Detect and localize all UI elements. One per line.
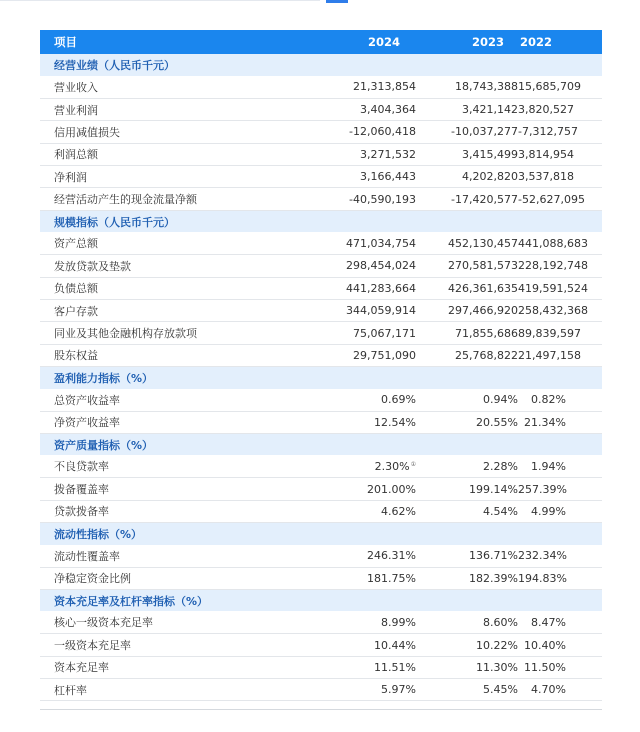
cell-value-2024 (275, 634, 420, 656)
cell-value-2022 (518, 411, 602, 433)
table-row (40, 188, 602, 210)
row-label: 营业收入 (40, 76, 275, 98)
value-text: -52,627,095 (518, 192, 585, 206)
cell-value-2024 (275, 656, 420, 678)
cell-value-2024 (275, 500, 420, 522)
table-row (40, 255, 602, 277)
section-header (40, 433, 602, 455)
table-body (40, 54, 602, 701)
value-text: 10.44% (374, 638, 416, 652)
cell-value-2024 (275, 411, 420, 433)
cell-value-2023 (420, 545, 518, 567)
value-text: 15,685,709 (518, 80, 581, 94)
section-title: 资本充足率及杠杆率指标（%） (54, 594, 209, 608)
table-row (40, 567, 602, 589)
table-row (40, 277, 602, 299)
cell-value-2022 (518, 611, 602, 633)
cell-value-2024 (275, 277, 420, 299)
value-text: 258,432,368 (518, 304, 588, 318)
table-row (40, 455, 602, 477)
footnote-marker: ① (410, 460, 416, 468)
table-bottom-rule (40, 709, 602, 710)
row-label: 不良贷款率 (40, 455, 275, 477)
cell-value-2022 (518, 545, 602, 567)
cell-value-2022 (518, 166, 602, 188)
cell-value-2022 (518, 344, 602, 366)
table-row (40, 76, 602, 98)
row-label: 贷款拨备率 (40, 500, 275, 522)
section-title: 流动性指标（%） (54, 527, 143, 541)
cell-value-2024 (275, 232, 420, 254)
value-text: 441,088,683 (518, 236, 588, 250)
value-text: -17,420,577 (451, 192, 518, 206)
top-divider (0, 0, 320, 1)
cell-value-2023 (420, 277, 518, 299)
cell-value-2023 (420, 634, 518, 656)
value-text: -10,037,277 (451, 125, 518, 139)
value-text: 21,313,854 (353, 80, 416, 94)
section-header (40, 54, 602, 76)
table-row (40, 300, 602, 322)
cell-value-2023 (420, 344, 518, 366)
value-text: 3,415,499 (462, 147, 518, 161)
header-year-2023: 2023 (471, 35, 504, 49)
cell-value-2023 (420, 679, 518, 701)
cell-value-2022 (518, 322, 602, 344)
cell-value-2023 (420, 656, 518, 678)
row-label: 核心一级资本充足率 (40, 611, 275, 633)
value-text: 89,839,597 (518, 326, 581, 340)
table-row (40, 679, 602, 701)
value-text: 3,820,527 (518, 103, 574, 117)
value-text: 270,581,573 (448, 259, 518, 273)
cell-value-2024 (275, 455, 420, 477)
row-label: 同业及其他金融机构存放款项 (40, 322, 275, 344)
cell-value-2022 (518, 567, 602, 589)
table-row (40, 344, 602, 366)
row-label: 发放贷款及垫款 (40, 255, 275, 277)
cell-value-2024 (275, 300, 420, 322)
value-text: 419,591,524 (518, 281, 588, 295)
cell-value-2023 (420, 478, 518, 500)
table-row (40, 166, 602, 188)
value-text: 3,421,142 (462, 103, 518, 117)
value-text: 11.50% (524, 660, 566, 674)
row-label: 信用减值损失 (40, 121, 275, 143)
value-text: 344,059,914 (346, 304, 416, 318)
page-top-rule (0, 0, 640, 3)
cell-value-2022 (518, 389, 602, 411)
value-text: 1.94% (531, 459, 566, 473)
value-text: 228,192,748 (518, 259, 588, 273)
value-text: 71,855,686 (455, 326, 518, 340)
value-text: 2.30% (374, 459, 410, 473)
cell-value-2024 (275, 98, 420, 120)
value-text: 257.39% (518, 482, 567, 496)
value-text: 12.54% (374, 415, 416, 429)
row-label: 负债总额 (40, 277, 275, 299)
value-text: 0.69% (381, 393, 416, 407)
value-text: 4.54% (483, 504, 518, 518)
header-year-2022: 2022 (519, 35, 552, 49)
section-title: 规模指标（人民币千元） (54, 215, 175, 229)
cell-value-2024 (275, 611, 420, 633)
cell-value-2023 (420, 143, 518, 165)
row-label: 股东权益 (40, 344, 275, 366)
cell-value-2022 (518, 500, 602, 522)
value-text: 136.71% (469, 549, 518, 563)
value-text: 2.28% (483, 459, 518, 473)
section-title: 资产质量指标（%） (54, 438, 154, 452)
active-indicator (326, 0, 348, 3)
row-label: 资产总额 (40, 232, 275, 254)
value-text: 21,497,158 (518, 348, 581, 362)
cell-value-2024 (275, 322, 420, 344)
cell-value-2022 (518, 478, 602, 500)
cell-value-2022 (518, 143, 602, 165)
value-text: 8.99% (381, 615, 416, 629)
table-row (40, 98, 602, 120)
cell-value-2022 (518, 188, 602, 210)
value-text: 452,130,457 (448, 236, 518, 250)
table-row (40, 611, 602, 633)
value-text: 3,404,364 (360, 103, 416, 117)
row-label: 杠杆率 (40, 679, 275, 701)
value-text: 182.39% (469, 571, 518, 585)
cell-value-2023 (420, 76, 518, 98)
cell-value-2024 (275, 188, 420, 210)
value-text: 8.60% (483, 615, 518, 629)
value-text: 3,271,532 (360, 147, 416, 161)
value-text: 232.34% (518, 549, 567, 563)
value-text: 11.51% (374, 660, 416, 674)
section-title: 盈利能力指标（%） (54, 371, 154, 385)
table-row (40, 322, 602, 344)
cell-value-2023 (420, 611, 518, 633)
section-header (40, 589, 602, 611)
cell-value-2022 (518, 121, 602, 143)
value-text: 4.99% (531, 504, 566, 518)
value-text: 471,034,754 (346, 236, 416, 250)
value-text: 0.94% (483, 393, 518, 407)
row-label: 净资产收益率 (40, 411, 275, 433)
value-text: -40,590,193 (349, 192, 416, 206)
row-label: 利润总额 (40, 143, 275, 165)
cell-value-2024 (275, 121, 420, 143)
table-row (40, 634, 602, 656)
section-title: 经营业绩（人民币千元） (54, 59, 175, 72)
row-label: 拨备覆盖率 (40, 478, 275, 500)
cell-value-2023 (420, 300, 518, 322)
row-label: 净利润 (40, 166, 275, 188)
value-text: 11.30% (476, 660, 518, 674)
table-row (40, 411, 602, 433)
row-label: 客户存款 (40, 300, 275, 322)
cell-value-2022 (518, 277, 602, 299)
value-text: 8.47% (531, 615, 566, 629)
value-text: 441,283,664 (346, 281, 416, 295)
cell-value-2024 (275, 679, 420, 701)
value-text: 10.22% (476, 638, 518, 652)
table-header-row (40, 30, 602, 54)
cell-value-2023 (420, 188, 518, 210)
cell-value-2022 (518, 98, 602, 120)
cell-value-2022 (518, 634, 602, 656)
row-label: 总资产收益率 (40, 389, 275, 411)
cell-value-2024 (275, 545, 420, 567)
value-text: 25,768,822 (455, 348, 518, 362)
value-text: 29,751,090 (353, 348, 416, 362)
table-row (40, 389, 602, 411)
value-text: 21.34% (524, 415, 566, 429)
value-text: -12,060,418 (349, 125, 416, 139)
cell-value-2023 (420, 322, 518, 344)
cell-value-2022 (518, 679, 602, 701)
value-text: 0.82% (531, 393, 566, 407)
cell-value-2023 (420, 121, 518, 143)
cell-value-2022 (518, 255, 602, 277)
value-text: 20.55% (476, 415, 518, 429)
cell-value-2024 (275, 567, 420, 589)
value-text: 246.31% (367, 549, 416, 563)
row-label: 资本充足率 (40, 656, 275, 678)
cell-value-2023 (420, 98, 518, 120)
value-text: 10.40% (524, 638, 566, 652)
table-row (40, 478, 602, 500)
table-row (40, 232, 602, 254)
cell-value-2022 (518, 656, 602, 678)
value-text: 199.14% (469, 482, 518, 496)
value-text: 297,466,920 (448, 304, 518, 318)
value-text: 298,454,024 (346, 259, 416, 273)
value-text: 181.75% (367, 571, 416, 585)
cell-value-2022 (518, 76, 602, 98)
cell-value-2024 (275, 166, 420, 188)
value-text: -7,312,757 (518, 125, 578, 139)
table-row (40, 121, 602, 143)
cell-value-2023 (420, 389, 518, 411)
cell-value-2023 (420, 567, 518, 589)
cell-value-2023 (420, 232, 518, 254)
value-text: 4.62% (381, 504, 416, 518)
row-label: 流动性覆盖率 (40, 545, 275, 567)
cell-value-2023 (420, 411, 518, 433)
cell-value-2024 (275, 76, 420, 98)
cell-value-2024 (275, 344, 420, 366)
cell-value-2023 (420, 255, 518, 277)
value-text: 18,743,388 (455, 80, 518, 94)
section-header (40, 210, 602, 232)
value-text: 3,166,443 (360, 170, 416, 184)
table-row (40, 143, 602, 165)
cell-value-2022 (518, 455, 602, 477)
value-text: 4,202,820 (462, 170, 518, 184)
cell-value-2024 (275, 478, 420, 500)
section-header (40, 367, 602, 389)
value-text: 426,361,635 (448, 281, 518, 295)
row-label: 净稳定资金比例 (40, 567, 275, 589)
header-item: 项目 (54, 35, 77, 49)
value-text: 201.00% (367, 482, 416, 496)
row-label: 经营活动产生的现金流量净额 (40, 188, 275, 210)
header-year-2024: 2024 (367, 35, 400, 49)
cell-value-2023 (420, 455, 518, 477)
cell-value-2024 (275, 255, 420, 277)
cell-value-2023 (420, 166, 518, 188)
value-text: 75,067,171 (353, 326, 416, 340)
financial-summary-table (40, 30, 602, 701)
cell-value-2022 (518, 232, 602, 254)
value-text: 194.83% (518, 571, 567, 585)
value-text: 5.45% (483, 683, 518, 697)
table-row (40, 500, 602, 522)
section-header (40, 523, 602, 545)
cell-value-2023 (420, 500, 518, 522)
value-text: 4.70% (531, 683, 566, 697)
row-label: 一级资本充足率 (40, 634, 275, 656)
cell-value-2022 (518, 300, 602, 322)
table-row (40, 545, 602, 567)
value-text: 3,814,954 (518, 147, 574, 161)
cell-value-2024 (275, 143, 420, 165)
table-row (40, 656, 602, 678)
value-text: 3,537,818 (518, 170, 574, 184)
cell-value-2024 (275, 389, 420, 411)
row-label: 营业利润 (40, 98, 275, 120)
value-text: 5.97% (381, 683, 416, 697)
